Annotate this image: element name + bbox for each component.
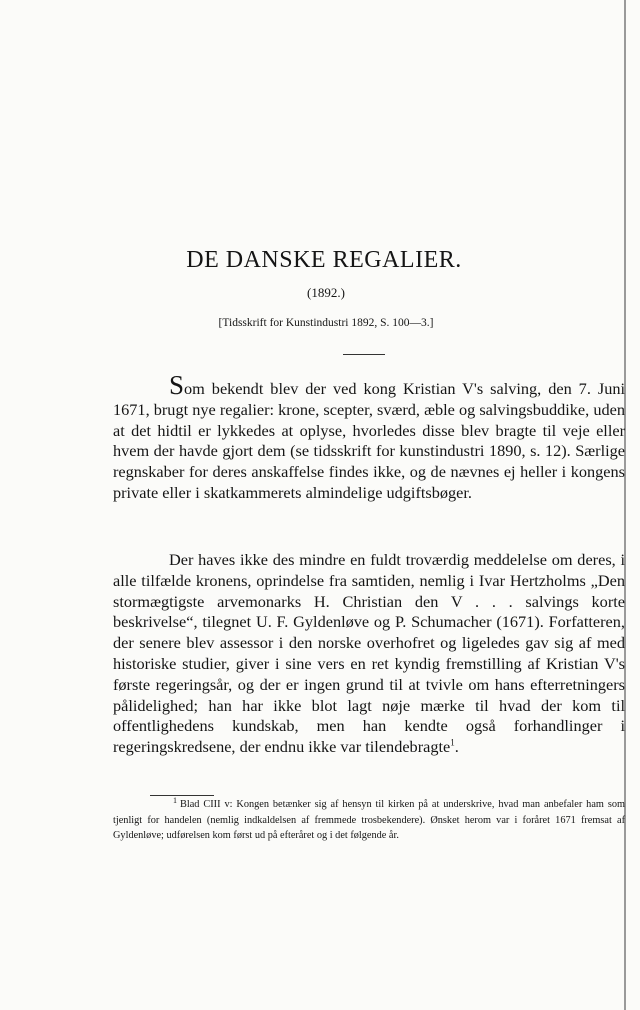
article-year: (1892.)	[307, 285, 345, 300]
body-paragraph-2-text: Der haves ikke des mindre en fuldt troværdig meddelelse om deres, i alle tilfælde kronens, oprindelse fra samtiden, nemlig i Ivar Hertzholms „Den stormægtigste arvemonarks H. Christian den V . . . salvings korte beskrivelse“, tilegnet U. F. Gyldenløve og P. Schumacher (1671). Forfatteren, der senere blev assessor i den norske overhofret og ligeledes gav sig af med historiske studier, giver i sine vers en ret kyndig fremstilling af Kristian V's første regeringsår, og der er ingen grund til at tvivle om hans efterretningers pålidelighed; han har ikke blot lagt nøje mærke til hvad der kom til offentlighedens kundskab, men han kendte også forhandlinger i regeringskredsene, der endnu ikke var tilendebragte	[113, 550, 625, 757]
footnote-divider	[150, 795, 214, 796]
footnote-number: 1	[173, 795, 177, 805]
footnote	[113, 797, 625, 844]
footnote-text: Blad CIII v: Kongen betænker sig af hensyn til kirken på at underskrive, hvad man anbefaler ham som tjenligt for handelen (nemlig indkaldelsen af fremmede trosbekendere). Ønsket herom var i foråret 1671 fremsat af Gyldenløve; udførelsen kom først ud på efteråret og i det følgende år.	[113, 799, 625, 841]
body-paragraph-1: Som bekendt blev der ved kong Kristian V's salving, den 7. Juni 1671, brugt nye regalier: krone, scepter, sværd, æble og salvingsbuddike, uden at det hidtil er lykkedes at oplyse, hvorledes disse blev bragte til veje eller hvem der havde gjort dem (se tidsskrift for kunstindustri 1890, s. 12). Særlige regnskaber for deres anskaffelse findes ikke, og de nævnes ej heller i kongens private eller i skatkammerets almindelige udgiftsbøger.	[113, 370, 625, 502]
page-edge-line	[624, 0, 626, 1010]
article-source: [Tidsskrift for Kunstindustri 1892, S. 100—3.]	[218, 317, 434, 329]
footnote-reference: 1	[450, 737, 455, 748]
body-paragraph-2: Der haves ikke des mindre en fuldt troværdig meddelelse om deres, i alle tilfælde kronens, oprindelse fra samtiden, nemlig i Ivar Hertzholms „Den stormægtigste arvemonarks H. Christian den V . . . salvings korte beskrivelse“, tilegnet U. F. Gyldenløve og P. Schumacher (1671). Forfatteren, der senere blev assessor i den norske overhofret og ligeledes gav sig af med historiske studier, giver i sine vers en ret kyndig fremstilling af Kristian V's første regeringsår, og der er ingen grund til at tvivle om hans efterretningers pålidelighed; han har ikke blot lagt nøje mærke til hvad der kom til offentlighedens kundskab, men han kendte også forhandlinger i regeringskredsene, der endnu ikke var tilendebragte$^1$.	[113, 550, 625, 757]
title-divider	[343, 354, 385, 355]
article-title: DE DANSKE REGALIER.	[186, 247, 462, 273]
